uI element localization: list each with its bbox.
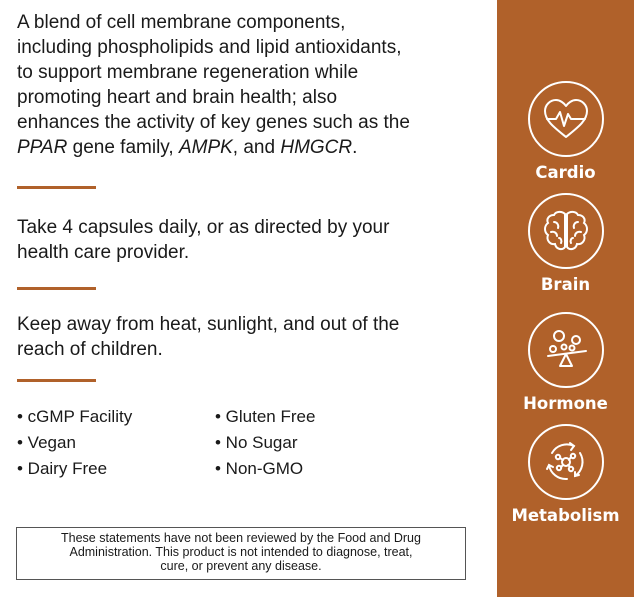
molecule-cycle-icon [528, 424, 604, 500]
feature-item: • No Sugar [215, 433, 298, 452]
gene-name: HMGCR [280, 137, 353, 158]
description-text: gene family, [67, 137, 179, 158]
description-paragraph [17, 10, 487, 160]
disclaimer-line: Administration. This product is not intended to diagnose, treat, [69, 545, 413, 559]
disclaimer-line: These statements have not been reviewed by the Food and Drug [61, 531, 421, 545]
dosage-line: Take 4 capsules daily, or as directed by your [17, 217, 390, 238]
description-text: , and [232, 137, 281, 158]
section-divider [17, 287, 96, 290]
description-text: . [352, 137, 358, 158]
dosage-line: health care provider. [17, 242, 190, 263]
description-line: A blend of cell membrane components, [17, 12, 346, 33]
feature-item: • Vegan [17, 433, 76, 452]
fda-disclaimer [16, 527, 466, 580]
gene-name: AMPK [178, 137, 233, 158]
feature-item: • Dairy Free [17, 459, 108, 478]
badge-label: Brain [540, 275, 591, 294]
section-divider [17, 186, 96, 189]
feature-item: • Gluten Free [215, 407, 316, 426]
badge-label: Metabolism [511, 506, 620, 525]
section-divider [17, 379, 96, 382]
feature-item: • cGMP Facility [17, 407, 133, 426]
badge-metabolism [497, 424, 634, 525]
balance-scale-icon [528, 312, 604, 388]
storage-line: reach of children. [17, 339, 163, 360]
badge-cardio [497, 81, 634, 182]
description-line: promoting heart and brain health; also [17, 87, 338, 108]
badge-brain [497, 193, 634, 294]
gene-name: PPAR [17, 137, 68, 158]
dosage-paragraph [17, 215, 487, 265]
description-line: including phospholipids and lipid antioxidants, [17, 37, 402, 58]
description-line: enhances the activity of key genes such as the [17, 112, 410, 133]
storage-paragraph [17, 312, 487, 362]
disclaimer-line: cure, or prevent any disease. [160, 559, 322, 573]
feature-column-left [17, 404, 132, 482]
feature-item: • Non-GMO [215, 459, 304, 478]
badge-hormone [497, 312, 634, 413]
brain-icon [528, 193, 604, 269]
feature-column-right [215, 404, 315, 482]
description-line: to support membrane regeneration while [17, 62, 359, 83]
benefits-sidebar [497, 0, 634, 597]
storage-line: Keep away from heat, sunlight, and out of the [17, 314, 400, 335]
badge-label: Hormone [523, 394, 608, 413]
heart-pulse-icon [528, 81, 604, 157]
badge-label: Cardio [535, 163, 596, 182]
